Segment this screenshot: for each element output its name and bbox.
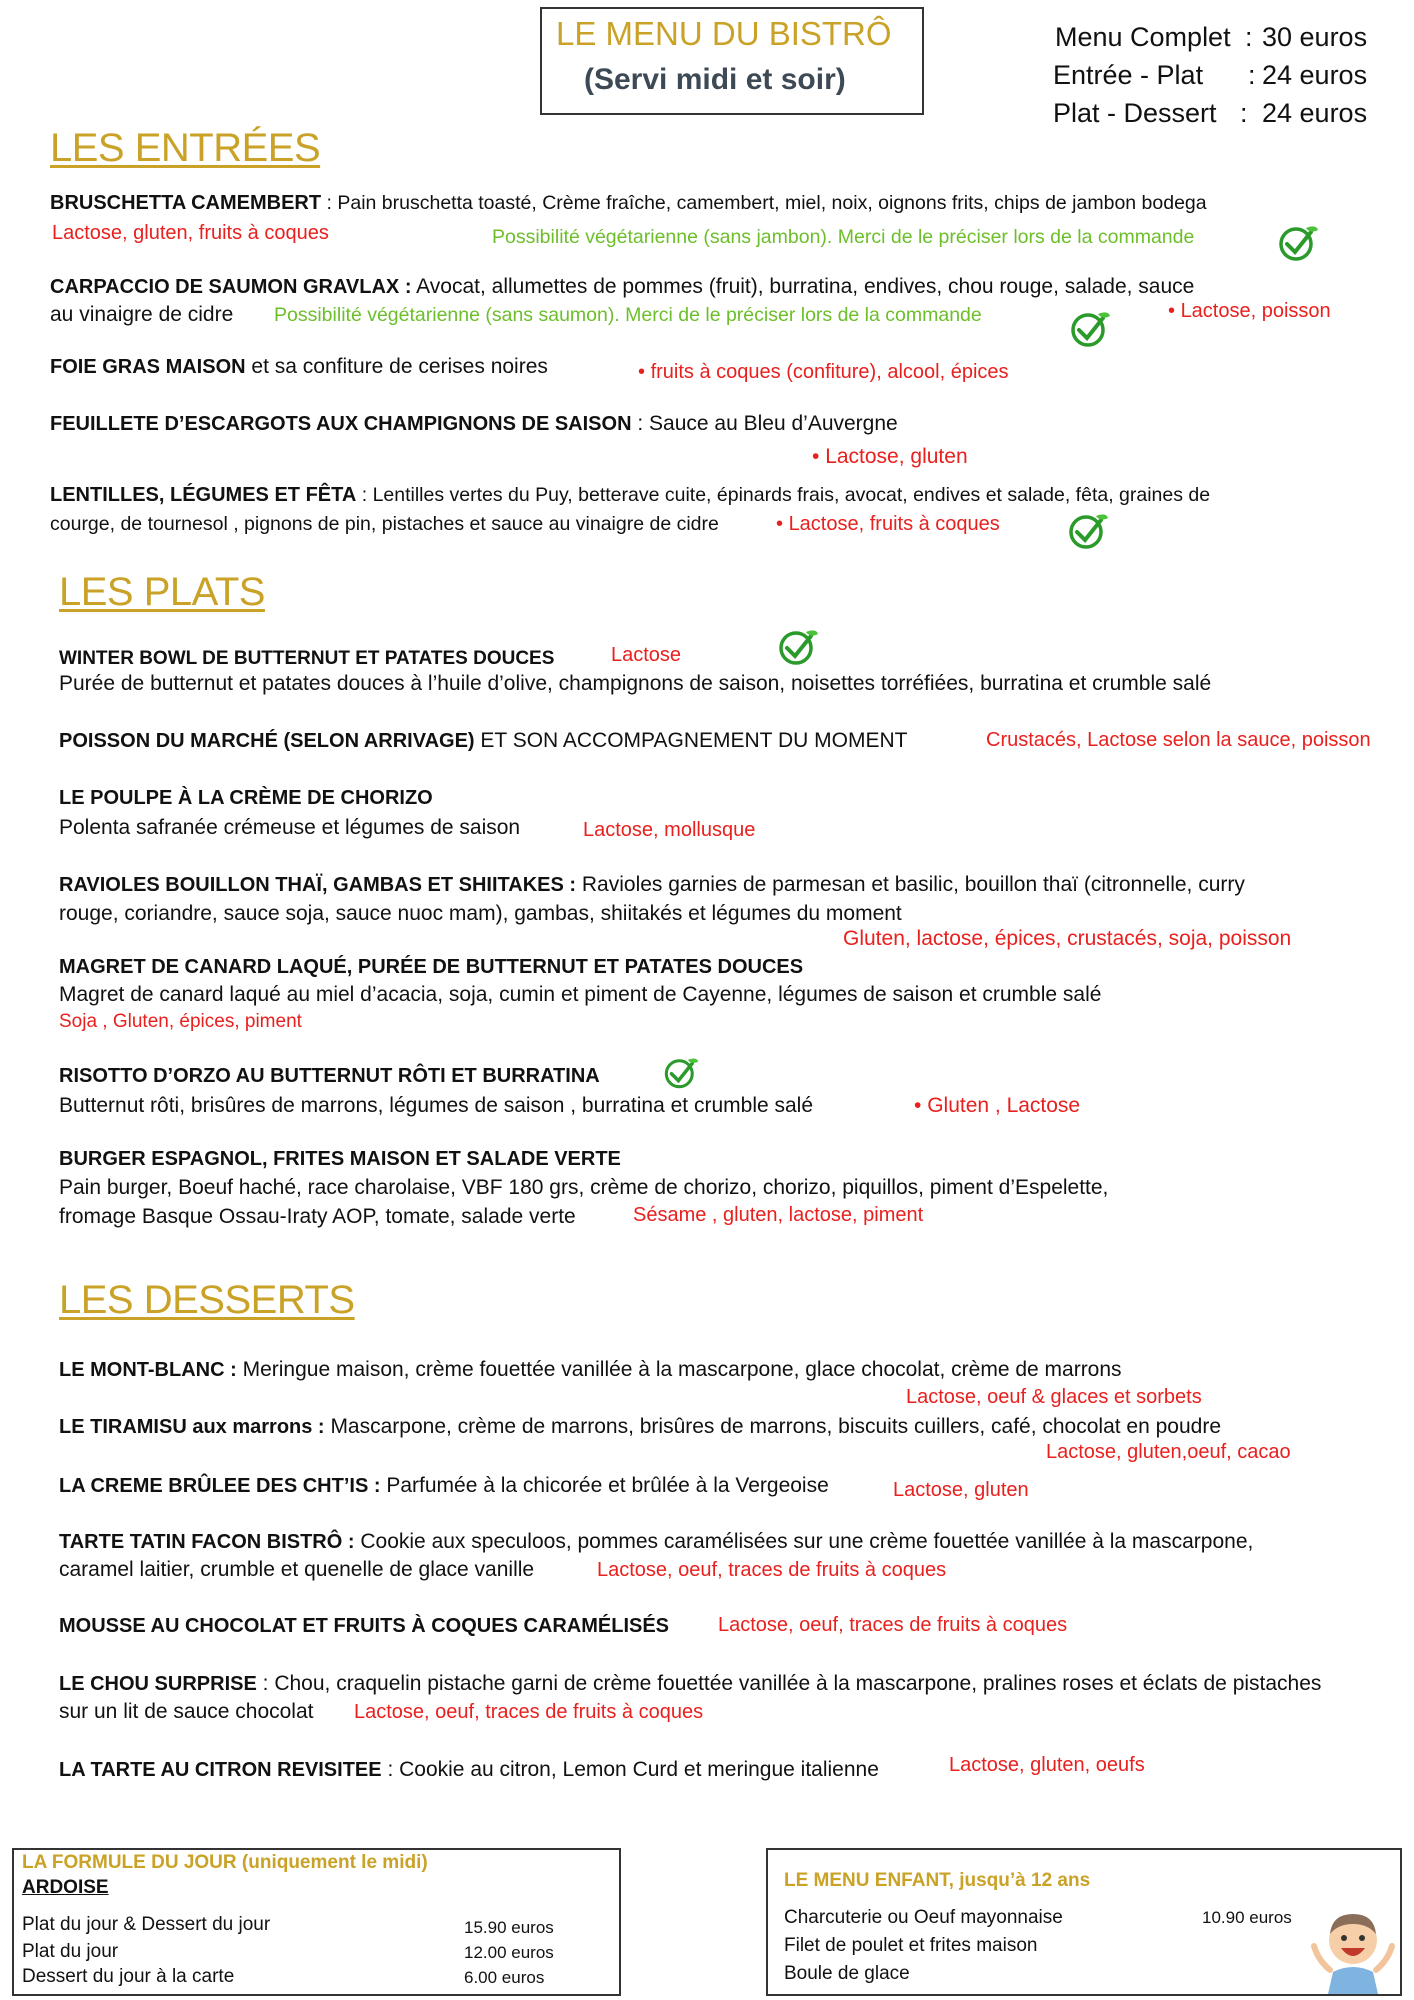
item-desc-line2: rouge, coriandre, sauce soja, sauce nuoc mam), gambas, shiitakés et légumes du moment — [59, 902, 902, 925]
formule-row-price: 12.00 euros — [464, 1943, 554, 1962]
item-name: POISSON DU MARCHÉ (SELON ARRIVAGE) — [59, 730, 475, 752]
item-desc: Meringue maison, crème fouettée vanillée à la mascarpone, glace chocolat, crème de marrons — [236, 1358, 1122, 1381]
formule-row-label: Plat du jour & Dessert du jour — [22, 1914, 271, 1935]
item-desc: Mascarpone, crème de marrons, brisûres de marrons, biscuits cuillers, café, chocolat en poudre — [324, 1415, 1222, 1438]
entree-item — [50, 192, 1207, 215]
entree-item — [50, 275, 1194, 299]
item-allergens: Lactose, gluten, oeufs — [949, 1754, 1145, 1776]
enfant-item: Filet de poulet et frites maison — [784, 1935, 1038, 1956]
item-desc: : Sauce au Bleu d’Auvergne — [631, 412, 898, 435]
item-allergens: Lactose — [611, 644, 682, 666]
formule-row-price: 6.00 euros — [464, 1968, 545, 1987]
section-heading-plats: LES PLATS — [59, 570, 265, 614]
item-allergens: • Lactose, fruits à coques — [776, 513, 1000, 536]
title-box — [540, 7, 924, 115]
item-allergens: Soja , Gluten, épices, piment — [59, 1011, 302, 1032]
item-desc: Purée de butternut et patates douces à l’huile d’olive, champignons de saison, noisettes torréfiées, burratina et crumble salé — [59, 672, 1212, 695]
item-name: LA CREME BRÛLEE DES CHT’IS : — [59, 1475, 381, 1497]
price-sep-entree-plat: : — [1248, 60, 1256, 90]
item-vegetarian-option: Possibilité végétarienne (sans jambon). Merci de le préciser lors de la commande — [492, 226, 1195, 248]
formule-title: LA FORMULE DU JOUR (uniquement le midi) — [22, 1852, 428, 1873]
item-name: BURGER ESPAGNOL, FRITES MAISON ET SALADE VERTE — [59, 1148, 621, 1170]
item-allergens: Lactose, oeuf, traces de fruits à coques — [354, 1701, 704, 1723]
item-name: LA TARTE AU CITRON REVISITEE — [59, 1759, 382, 1781]
item-name: TARTE TATIN FACON BISTRÔ : — [59, 1531, 355, 1553]
enfant-price: 10.90 euros — [1202, 1908, 1292, 1927]
price-label-plat-dessert: Plat - Dessert — [1053, 98, 1217, 128]
vegetarian-check-icon — [662, 1054, 700, 1090]
price-sep-plat-dessert: : — [1240, 98, 1248, 128]
dessert-item — [59, 1358, 1122, 1382]
entree-item — [50, 484, 1210, 507]
vegetarian-check-icon — [1276, 222, 1320, 262]
item-desc: Parfumée à la chicorée et brûlée à la Vergeoise — [380, 1474, 829, 1497]
dessert-item — [59, 1530, 1253, 1554]
item-allergens: Lactose, gluten,oeuf, cacao — [1046, 1441, 1291, 1463]
item-name: LE TIRAMISU aux marrons : — [59, 1416, 325, 1438]
item-name: LE MONT-BLANC : — [59, 1359, 237, 1381]
item-desc: : Pain bruschetta toasté, Crème fraîche, camembert, miel, noix, oignons frits, chips de jambon bodega — [321, 192, 1207, 214]
item-name: LENTILLES, LÉGUMES ET FÊTA — [50, 484, 357, 506]
item-allergens: Lactose, gluten, fruits à coques — [52, 222, 329, 244]
item-desc-line2: fromage Basque Ossau-Iraty AOP, tomate, salade verte — [59, 1205, 576, 1228]
formule-box — [12, 1848, 621, 1996]
item-name: CARPACCIO DE SAUMON GRAVLAX : — [50, 276, 412, 298]
price-label-complet: Menu Complet — [1055, 22, 1231, 52]
happy-child-icon — [1308, 1902, 1398, 1994]
plat-item — [59, 873, 1245, 897]
item-name: FOIE GRAS MAISON — [50, 356, 246, 378]
item-name: FEUILLETE D’ESCARGOTS AUX CHAMPIGNONS DE SAISON — [50, 413, 632, 435]
item-name: BRUSCHETTA CAMEMBERT — [50, 192, 322, 214]
formule-row-price: 15.90 euros — [464, 1918, 554, 1937]
item-name: MOUSSE AU CHOCOLAT ET FRUITS À COQUES CARAMÉLISÉS — [59, 1615, 670, 1637]
item-desc: ET SON ACCOMPAGNEMENT DU MOMENT — [474, 729, 908, 752]
section-heading-entrees: LES ENTRÉES — [50, 126, 321, 170]
item-allergens: Lactose, oeuf, traces de fruits à coques — [718, 1614, 1068, 1636]
price-label-entree-plat: Entrée - Plat — [1053, 60, 1204, 90]
price-value-plat-dessert: 24 euros — [1262, 98, 1368, 128]
item-allergens: Lactose, mollusque — [583, 819, 756, 841]
enfant-item: Charcuterie ou Oeuf mayonnaise — [784, 1907, 1063, 1928]
item-desc: Butternut rôti, brisûres de marrons, légumes de saison , burratina et crumble salé — [59, 1094, 814, 1117]
menu-title: LE MENU DU BISTRÔ — [556, 15, 892, 52]
item-desc-line2: sur un lit de sauce chocolat — [59, 1700, 314, 1723]
item-desc: Ravioles garnies de parmesan et basilic, bouillon thaï (citronnelle, curry — [576, 873, 1245, 896]
entree-item — [50, 412, 898, 436]
plat-item — [59, 729, 907, 753]
dessert-item — [59, 1758, 879, 1782]
item-name: LE CHOU SURPRISE — [59, 1673, 257, 1695]
vegetarian-check-icon — [1066, 510, 1110, 550]
item-desc: Pain burger, Boeuf haché, race charolaise, VBF 180 grs, crème de chorizo, chorizo, piquillos, piment d’Espelette, — [59, 1176, 1109, 1199]
vegetarian-check-icon — [1068, 308, 1112, 348]
section-heading-desserts: LES DESSERTS — [59, 1278, 355, 1322]
menu-subtitle: (Servi midi et soir) — [584, 63, 846, 96]
item-allergens: Gluten, lactose, épices, crustacés, soja, poisson — [843, 927, 1292, 950]
dessert-item — [59, 1474, 829, 1498]
item-allergens: • fruits à coques (confiture), alcool, épices — [638, 361, 1009, 384]
item-desc-line2: courge, de tournesol , pignons de pin, pistaches et sauce au vinaigre de cidre — [50, 513, 719, 535]
price-value-complet: 30 euros — [1262, 22, 1368, 52]
item-allergens: Sésame , gluten, lactose, piment — [633, 1204, 924, 1226]
item-desc: : Lentilles vertes du Puy, betterave cuite, épinards frais, avocat, endives et salade, fêta, graines de — [356, 484, 1211, 506]
item-allergens: Crustacés, Lactose selon la sauce, poisson — [986, 729, 1371, 751]
dessert-item — [59, 1672, 1321, 1696]
item-desc: Magret de canard laqué au miel d’acacia, soja, cumin et piment de Cayenne, légumes de saison et crumble salé — [59, 983, 1102, 1006]
menu-enfant-box — [766, 1848, 1402, 1996]
item-name: WINTER BOWL DE BUTTERNUT ET PATATES DOUCES — [59, 648, 555, 669]
price-sep-complet: : — [1245, 22, 1253, 52]
item-allergens: Lactose, gluten — [893, 1479, 1029, 1501]
enfant-item: Boule de glace — [784, 1963, 910, 1984]
item-desc: Polenta safranée crémeuse et légumes de saison — [59, 816, 521, 839]
item-desc-line2: caramel laitier, crumble et quenelle de glace vanille — [59, 1558, 535, 1581]
item-desc: Cookie aux speculoos, pommes caramélisées sur une crème fouettée vanillée à la mascarpone, — [354, 1530, 1254, 1553]
formule-row-label: Plat du jour — [22, 1941, 119, 1962]
formule-subtitle: ARDOISE — [22, 1877, 109, 1898]
item-allergens: • Lactose, gluten — [812, 445, 968, 469]
item-allergens: • Lactose, poisson — [1168, 300, 1331, 323]
vegetarian-check-icon — [776, 626, 820, 666]
formule-row-label: Dessert du jour à la carte — [22, 1966, 235, 1987]
item-vegetarian-option: Possibilité végétarienne (sans saumon). Merci de le préciser lors de la commande — [274, 304, 982, 326]
item-name: RISOTTO D’ORZO AU BUTTERNUT RÔTI ET BURRATINA — [59, 1065, 600, 1087]
entree-item — [50, 355, 548, 379]
item-allergens: • Gluten , Lactose — [914, 1094, 1080, 1118]
item-desc: : Chou, craquelin pistache garni de crème fouettée vanillée à la mascarpone, pralines roses et éclats de pistaches — [256, 1672, 1322, 1695]
item-desc: Avocat, allumettes de pommes (fruit), burratina, endives, chou rouge, salade, sauce — [411, 275, 1195, 298]
item-name: MAGRET DE CANARD LAQUÉ, PURÉE DE BUTTERNUT ET PATATES DOUCES — [59, 956, 804, 978]
item-desc: : Cookie au citron, Lemon Curd et meringue italienne — [381, 1758, 879, 1781]
item-name: RAVIOLES BOUILLON THAÏ, GAMBAS ET SHIITAKES : — [59, 874, 577, 896]
enfant-title: LE MENU ENFANT, jusqu’à 12 ans — [784, 1870, 1091, 1891]
item-name: LE POULPE À LA CRÈME DE CHORIZO — [59, 787, 433, 809]
item-allergens: Lactose, oeuf, traces de fruits à coques — [597, 1559, 947, 1581]
item-allergens: Lactose, oeuf & glaces et sorbets — [906, 1386, 1202, 1408]
price-value-entree-plat: 24 euros — [1262, 60, 1368, 90]
item-desc: et sa confiture de cerises noires — [245, 355, 548, 378]
item-desc-line2: au vinaigre de cidre — [50, 303, 234, 326]
dessert-item — [59, 1415, 1221, 1439]
